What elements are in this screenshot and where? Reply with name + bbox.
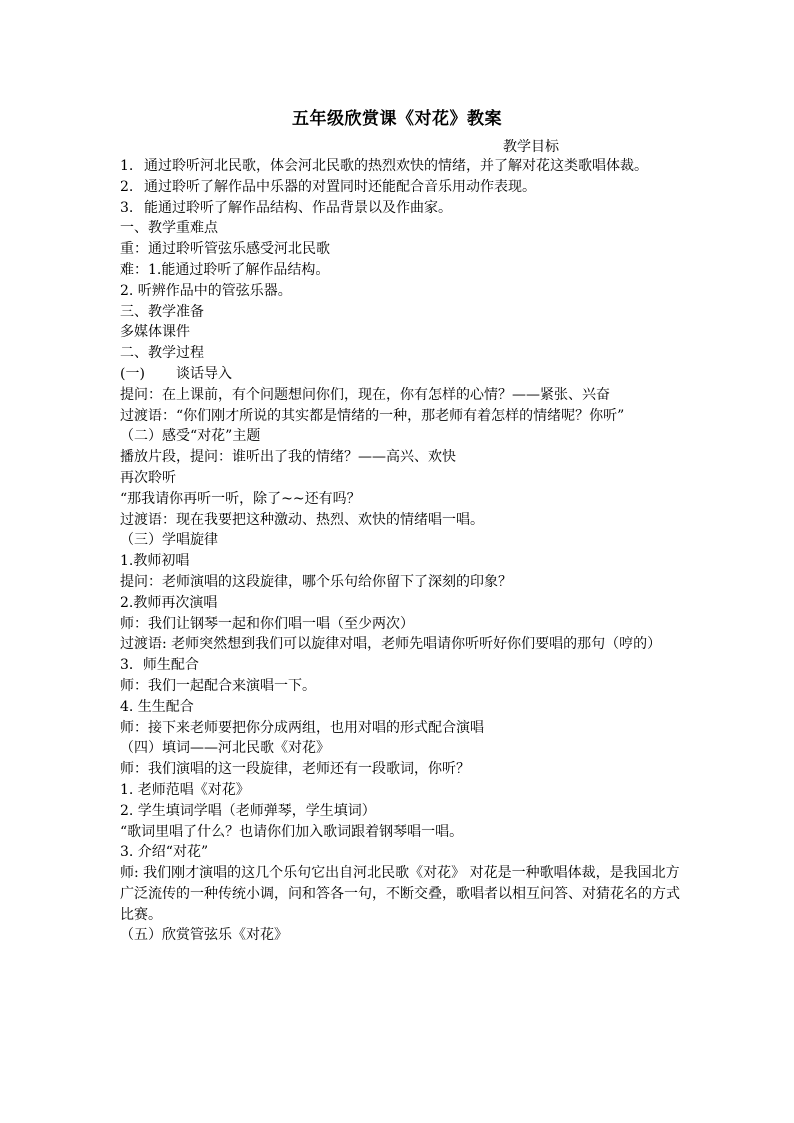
section-heading: 二、教学过程 xyxy=(120,345,204,362)
subsection-heading: （五）欣赏管弦乐《对花》 xyxy=(120,927,288,944)
goal-text: 通过聆听了解作品中乐器的对置同时还能配合音乐用动作表现。 xyxy=(144,178,536,195)
subsection-text: 谈话导入 xyxy=(176,365,232,382)
text-line: “那我请你再听一听，除了~~还有吗？ xyxy=(120,490,361,507)
text-line: 重：通过聆听管弦乐感受河北民歌 xyxy=(120,241,330,258)
goal-number: 3. xyxy=(120,199,134,216)
goal-item xyxy=(120,177,680,198)
text-line: 师: 我们刚才演唱的这几个乐句它出自河北民歌《对花》 对花是一种歌唱体裁，是我国北方广泛流传的一种传统小调，问和答各一句，不断交叠，歌唱者以相互问答、对猜花名的方式比赛。 xyxy=(120,865,680,923)
text-line: 过渡语：“你们刚才所说的其实都是情绪的一种，那老师有着怎样的情绪呢？你听” xyxy=(120,407,625,424)
text-line: 3. 介绍“对花” xyxy=(120,844,209,861)
text-line: 师：我们让钢琴一起和你们唱一唱（至少两次） xyxy=(120,615,414,632)
text-line: 4. 生生配合 xyxy=(120,698,194,715)
text-line: 1.教师初唱 xyxy=(120,553,190,570)
page-title: 五年级欣赏课《对花》教案 xyxy=(292,109,502,129)
subsection-heading xyxy=(120,364,680,385)
text-line: “歌词里唱了什么？也请你们加入歌词跟着钢琴唱一唱。 xyxy=(120,823,464,840)
subsection-heading: （二）感受“对花”主题 xyxy=(120,428,261,445)
section-heading: 三、教学准备 xyxy=(120,303,204,320)
goal-text: 通过聆听河北民歌，体会河北民歌的热烈欢快的情绪，并了解对花这类歌唱体裁。 xyxy=(144,158,648,174)
text-line: 过渡语：现在我要把这种激动、热烈、欢快的情绪唱一唱。 xyxy=(120,511,484,528)
text-line: 过渡语: 老师突然想到我们可以旋律对唱，老师先唱请你听听好你们要唱的那句（哼的） xyxy=(120,636,662,653)
section-subtitle: 教学目标 xyxy=(503,139,559,155)
text-line: 师：我们演唱的这一段旋律，老师还有一段歌词，你听？ xyxy=(120,761,470,778)
text-line: 播放片段，提问：谁听出了我的情绪？——高兴、欢快 xyxy=(120,449,456,466)
text-line: 多媒体课件 xyxy=(120,324,190,341)
goal-number: 2. xyxy=(120,178,134,195)
goal-item xyxy=(120,198,680,219)
subsection-number: (一) xyxy=(120,365,145,382)
text-line: 1. 老师范唱《对花》 xyxy=(120,781,250,798)
subsection-heading: （四）填词——河北民歌《对花》 xyxy=(120,740,330,757)
text-line: 提问：在上课前，有个问题想问你们，现在，你有怎样的心情？——紧张、兴奋 xyxy=(120,386,610,403)
goal-text: 能通过聆听了解作品结构、作品背景以及作曲家。 xyxy=(144,199,452,216)
section-heading: 一、教学重难点 xyxy=(120,220,218,237)
subsection-heading: （三）学唱旋律 xyxy=(120,532,218,549)
text-line: 师：接下来老师要把你分成两组，也用对唱的形式配合演唱 xyxy=(120,719,484,736)
document-body xyxy=(120,156,680,946)
text-line: 3．师生配合 xyxy=(120,657,199,674)
goal-number: 1. xyxy=(120,158,134,174)
goal-item xyxy=(120,156,680,177)
text-line: 2.教师再次演唱 xyxy=(120,594,218,611)
text-line: 再次聆听 xyxy=(120,469,176,486)
text-line: 2. 学生填词学唱（老师弹琴，学生填词） xyxy=(120,802,376,819)
text-line: 难：1.能通过聆听了解作品结构。 xyxy=(120,261,330,278)
text-line: 师：我们一起配合来演唱一下。 xyxy=(120,677,316,694)
text-line: 提问：老师演唱的这段旋律，哪个乐句给你留下了深刻的印象？ xyxy=(120,573,512,590)
text-line: 2. 听辨作品中的管弦乐器。 xyxy=(120,282,292,299)
